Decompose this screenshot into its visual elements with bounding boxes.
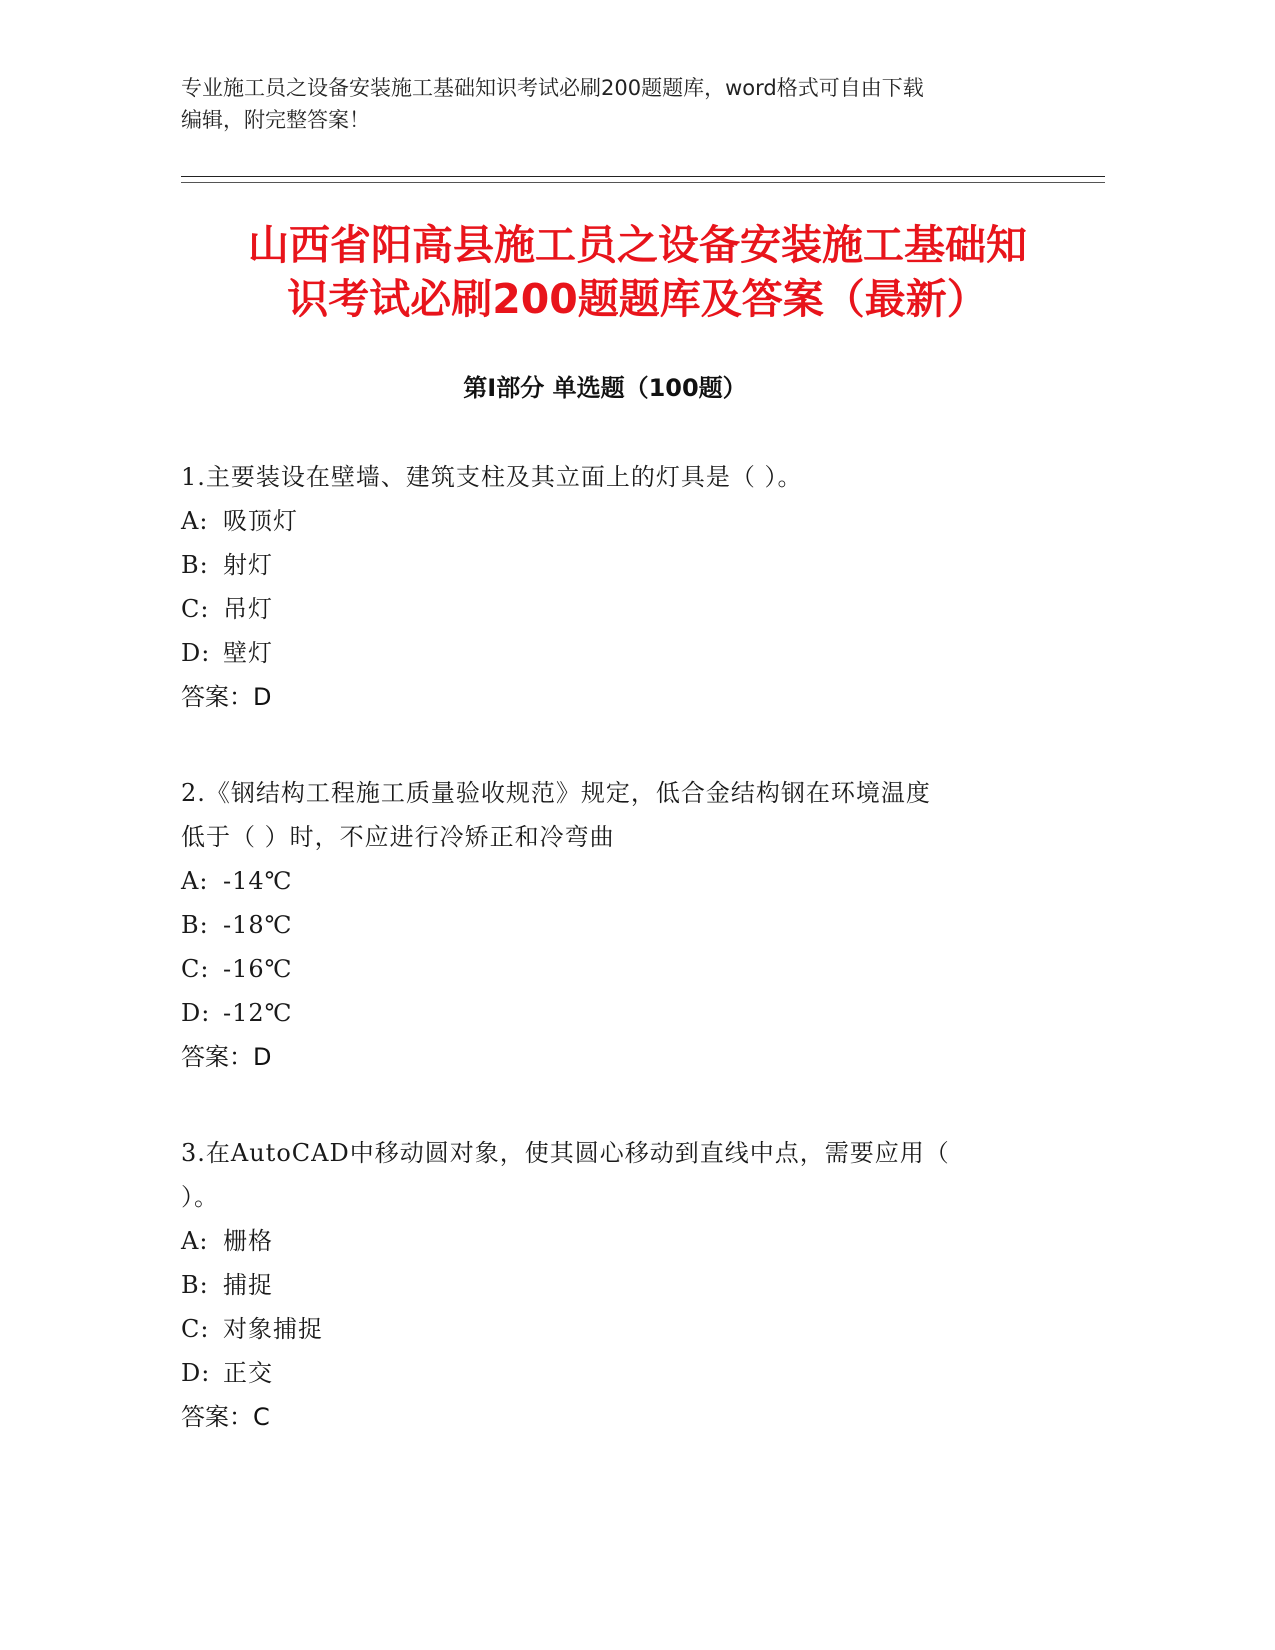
question-1 bbox=[181, 455, 1061, 719]
option-text: -12℃ bbox=[223, 999, 293, 1027]
question-option-d bbox=[181, 991, 1061, 1035]
option-letter: C: bbox=[181, 595, 210, 623]
header-note-line-1: 专业施工员之设备安装施工基础知识考试必刷200题题库，word格式可自由下载 bbox=[181, 76, 924, 100]
question-option-b bbox=[181, 903, 1061, 947]
question-option-c bbox=[181, 587, 1061, 631]
option-text: -14℃ bbox=[223, 867, 293, 895]
question-stem-line: 3.在AutoCAD中移动圆对象，使其圆心移动到直线中点，需要应用（ bbox=[181, 1139, 950, 1167]
option-letter: C: bbox=[181, 1315, 210, 1343]
option-text: -16℃ bbox=[223, 955, 293, 983]
document-title-line-2: 识考试必刷200题题库及答案（最新） bbox=[287, 275, 988, 323]
question-option-d bbox=[181, 1351, 1061, 1395]
option-letter: A: bbox=[181, 867, 209, 895]
question-3 bbox=[181, 1131, 1061, 1439]
option-letter: D: bbox=[181, 1359, 211, 1387]
option-letter: C: bbox=[181, 955, 210, 983]
document-title bbox=[160, 218, 1115, 326]
option-letter: A: bbox=[181, 1227, 209, 1255]
question-stem-line: 2.《钢结构工程施工质量验收规范》规定，低合金结构钢在环境温度 bbox=[181, 779, 931, 807]
question-option-b bbox=[181, 543, 1061, 587]
question-option-c bbox=[181, 947, 1061, 991]
question-stem bbox=[181, 771, 1061, 859]
question-stem-line: ）。 bbox=[181, 1183, 219, 1211]
question-stem-line: 低于（ ）时，不应进行冷矫正和冷弯曲 bbox=[181, 823, 615, 851]
option-text: 吸顶灯 bbox=[223, 507, 298, 535]
question-2 bbox=[181, 771, 1061, 1079]
question-option-a bbox=[181, 1219, 1061, 1263]
header-divider-thin bbox=[181, 182, 1105, 183]
option-letter: B: bbox=[181, 551, 209, 579]
question-answer: 答案：C bbox=[181, 1403, 270, 1431]
option-text: 栅格 bbox=[223, 1227, 273, 1255]
header-divider-thick bbox=[181, 176, 1105, 177]
option-letter: B: bbox=[181, 1271, 209, 1299]
option-text: 射灯 bbox=[223, 551, 273, 579]
header-note bbox=[181, 72, 1061, 136]
option-letter: D: bbox=[181, 999, 211, 1027]
option-letter: A: bbox=[181, 507, 209, 535]
option-letter: B: bbox=[181, 911, 209, 939]
document-title-line-1: 山西省阳高县施工员之设备安装施工基础知 bbox=[248, 221, 1027, 269]
question-option-a bbox=[181, 499, 1061, 543]
section-title: 第Ⅰ部分 单选题（100题） bbox=[463, 374, 747, 402]
question-option-a bbox=[181, 859, 1061, 903]
option-text: 捕捉 bbox=[223, 1271, 273, 1299]
header-note-line-2: 编辑，附完整答案！ bbox=[181, 108, 370, 132]
question-stem bbox=[181, 1131, 1061, 1219]
question-stem-line: 1.主要装设在壁墙、建筑支柱及其立面上的灯具是（ ）。 bbox=[181, 463, 803, 491]
question-answer: 答案：D bbox=[181, 683, 272, 711]
question-option-b bbox=[181, 1263, 1061, 1307]
option-letter: D: bbox=[181, 639, 211, 667]
question-stem bbox=[181, 455, 1061, 499]
option-text: 正交 bbox=[223, 1359, 273, 1387]
option-text: 吊灯 bbox=[223, 595, 273, 623]
question-answer: 答案：D bbox=[181, 1043, 272, 1071]
question-option-c bbox=[181, 1307, 1061, 1351]
question-list bbox=[181, 455, 1061, 1491]
option-text: 对象捕捉 bbox=[223, 1315, 323, 1343]
question-option-d bbox=[181, 631, 1061, 675]
option-text: 壁灯 bbox=[223, 639, 273, 667]
option-text: -18℃ bbox=[223, 911, 293, 939]
